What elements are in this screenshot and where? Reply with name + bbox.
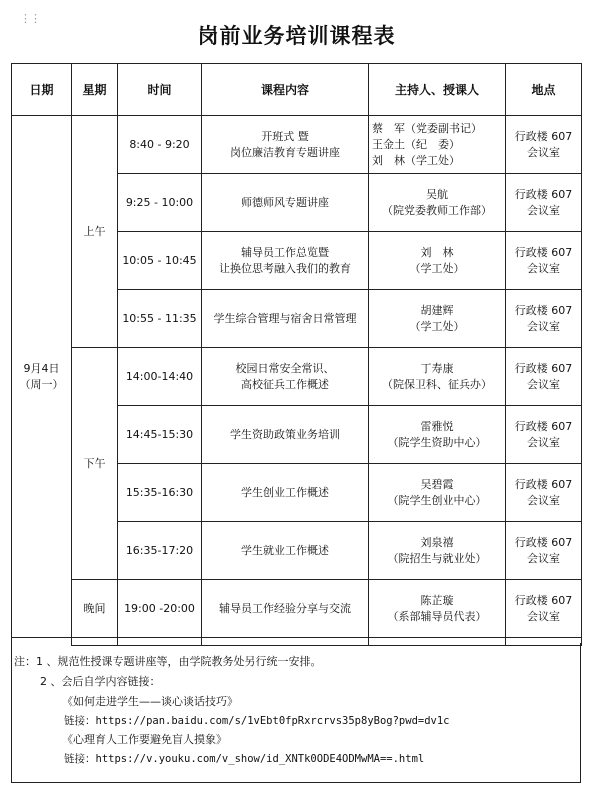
location-cell: 行政楼 607 会议室 xyxy=(506,116,582,174)
period-evening: 晚间 xyxy=(72,580,118,638)
speaker-cell: 胡建辉 （学工处） xyxy=(369,290,506,348)
location-cell: 行政楼 607 会议室 xyxy=(506,174,582,232)
period-morning: 上午 xyxy=(72,116,118,348)
content-cell: 学生就业工作概述 xyxy=(202,522,369,580)
location-cell: 行政楼 607 会议室 xyxy=(506,232,582,290)
location-cell: 行政楼 607 会议室 xyxy=(506,464,582,522)
speaker-cell: 丁寿康 （院保卫科、征兵办） xyxy=(369,348,506,406)
time-cell: 14:00-14:40 xyxy=(118,348,202,406)
speaker-cell: 陈芷璇 （系部辅导员代表） xyxy=(369,580,506,638)
table-row xyxy=(12,348,582,406)
speaker-cell: 吴航 （院党委教师工作部） xyxy=(369,174,506,232)
time-cell: 8:40 - 9:20 xyxy=(118,116,202,174)
header-row xyxy=(12,64,582,116)
time-cell: 9:25 - 10:00 xyxy=(118,174,202,232)
content-cell: 学生资助政策业务培训 xyxy=(202,406,369,464)
header-speaker: 主持人、授课人 xyxy=(369,64,506,116)
location-cell: 行政楼 607 会议室 xyxy=(506,580,582,638)
content-cell: 师德师风专题讲座 xyxy=(202,174,369,232)
time-cell: 15:35-16:30 xyxy=(118,464,202,522)
content-cell: 校园日常安全常识、 高校征兵工作概述 xyxy=(202,348,369,406)
time-cell: 10:05 - 10:45 xyxy=(118,232,202,290)
note-1: 注：1 、规范性授课专题讲座等，由学院教务处另行统一安排。 xyxy=(14,655,322,668)
content-cell: 学生综合管理与宿舍日常管理 xyxy=(202,290,369,348)
location-cell: 行政楼 607 会议室 xyxy=(506,406,582,464)
header-content: 课程内容 xyxy=(202,64,369,116)
table-row xyxy=(12,116,582,174)
time-cell: 14:45-15:30 xyxy=(118,406,202,464)
content-cell: 辅导员工作总览暨 让换位思考融入我们的教育 xyxy=(202,232,369,290)
time-cell: 16:35-17:20 xyxy=(118,522,202,580)
resource-1-link[interactable]: 链接：https://pan.baidu.com/s/1vEbt0fpRxrcrvs35p8yBog?pwd=dv1c xyxy=(64,715,450,727)
speaker-cell: 吴碧霞 （院学生创业中心） xyxy=(369,464,506,522)
resource-2-title: 《心理育人工作要避免盲人摸象》 xyxy=(62,733,227,746)
location-cell: 行政楼 607 会议室 xyxy=(506,348,582,406)
speaker-cell: 蔡 军（党委副书记） 王金土（纪 委） 刘 林（学工处） xyxy=(369,116,506,174)
schedule-table xyxy=(11,63,582,646)
notes-section xyxy=(11,643,581,783)
content-cell: 辅导员工作经验分享与交流 xyxy=(202,580,369,638)
speaker-cell: 刘泉禧 （院招生与就业处） xyxy=(369,522,506,580)
time-cell: 10:55 - 11:35 xyxy=(118,290,202,348)
date-cell: 9月4日 （周一） xyxy=(12,116,72,638)
location-cell: 行政楼 607 会议室 xyxy=(506,522,582,580)
note-2: 2 、会后自学内容链接： xyxy=(40,675,161,688)
header-time: 时间 xyxy=(118,64,202,116)
header-date: 日期 xyxy=(12,64,72,116)
header-weekday: 星期 xyxy=(72,64,118,116)
resource-2-link[interactable]: 链接：https://v.youku.com/v_show/id_XNTk0ODE4ODMwMA==.html xyxy=(64,753,425,765)
header-location: 地点 xyxy=(506,64,582,116)
table-row xyxy=(12,580,582,638)
period-afternoon: 下午 xyxy=(72,348,118,580)
time-cell: 19:00 -20:00 xyxy=(118,580,202,638)
speaker-cell: 雷雅悦 （院学生资助中心） xyxy=(369,406,506,464)
content-cell: 学生创业工作概述 xyxy=(202,464,369,522)
speaker-cell: 刘 林 （学工处） xyxy=(369,232,506,290)
location-cell: 行政楼 607 会议室 xyxy=(506,290,582,348)
page-title: 岗前业务培训课程表 xyxy=(197,24,396,48)
resource-1-title: 《如何走进学生——谈心谈话技巧》 xyxy=(62,695,238,708)
content-cell: 开班式 暨 岗位廉洁教育专题讲座 xyxy=(202,116,369,174)
drag-handle-icon[interactable]: ⋮⋮ xyxy=(20,12,40,25)
